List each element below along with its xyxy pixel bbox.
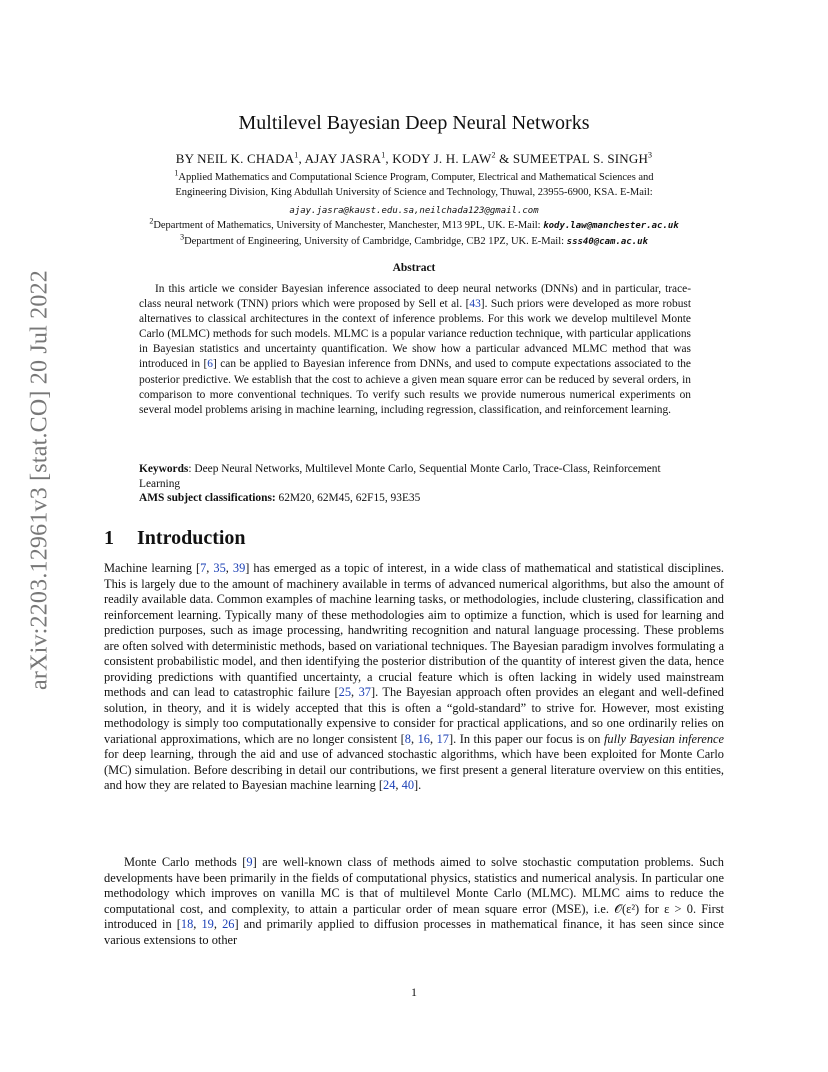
- body-paragraph: Machine learning [7, 35, 39] has emerged as a topic of interest, in a wide class of mathematical and statistical disciplines. This is largely due to the amount of machinery available in terms of advanced numerical algorithms, but also the amount of readily available data. Common examples of machine learning tasks, or methodologies, include clustering, classification and reinforcement learning. Typically many of these methodologies aim to optimize a function, which is used for learning and prediction purposes, such as image processing, handwriting recognition and natural language processing. These problems are often solved with deterministic methods, based on variational techniques. The Bayesian paradigm involves formulating a consistent probabilistic model, and then identifying the posterior distribution of the quantity of interest given the data, hence providing predictions with quantified uncertainty, a crucial feature which is often lacking in widely used mainstream methods and can lead to catastrophic failure [25, 37]. The Bayesian approach often provides an elegant and well-defined solution, in theory, and it is widely accepted that this is often a “gold-standard” to strive for. However, most existing methodology is simply too computationally expensive to consider for practical applications, and so one ordinarily relies on variational approximations, which are no longer consistent [8, 16, 17]. In this paper our focus is on fully Bayesian inference for deep learning, through the aid and use of advanced stochastic algorithms, which have been exploited for Monte Carlo (MC) simulation. Before describing in detail our contributions, we first present a general literature overview on this entities, and how they are related to Bayesian machine learning [24, 40].: [104, 561, 725, 792]
- section-title: Introduction: [137, 527, 246, 549]
- citation-link[interactable]: 40: [401, 778, 415, 792]
- body-text: . First introduced in [: [104, 901, 724, 931]
- citation-link[interactable]: 25: [338, 685, 352, 699]
- keywords: [139, 462, 691, 492]
- author-separator: ,: [298, 151, 305, 166]
- affiliation-marker: 2: [149, 216, 154, 226]
- citation-link[interactable]: 19: [201, 917, 214, 931]
- body-text: Machine learning [: [104, 561, 201, 575]
- abstract-text: In this article we consider Bayesian inference associated to deep neural networks (DNNs) and in particular, trace-class neural network (TNN) priors which were proposed by Sell et al. [: [139, 283, 691, 311]
- affiliation-1-line-1: [0, 170, 828, 185]
- affiliation-text: Department of Engineering, University of Cambridge, Cambridge, CB2 1PZ, UK. E-Mail:: [184, 236, 565, 247]
- arxiv-identifier: [20, 270, 60, 690]
- affiliation-2: [0, 218, 828, 234]
- affiliation-1-line-2: Engineering Division, King Abdullah University of Science and Technology, Thuwal, 23955-6900, KSA. E-Mail:: [175, 187, 653, 198]
- body-text: ]. The Bayesian approach often provides an elegant and well-defined solution, in theory, and it is widely accepted that this is often a “gold-standard” to strive for. However, most existing methodology is simply too computationally expensive to consider for practical applications, and so one ordinarily relies on variational approximations, which are no longer consistent [: [104, 685, 724, 746]
- affiliation-text: Department of Mathematics, University of Manchester, Manchester, M13 9PL, UK. E-Mail:: [153, 220, 541, 231]
- author-affiliation-marker: 1: [294, 150, 299, 160]
- citation-link[interactable]: 6: [207, 358, 213, 371]
- author-affiliation-marker: 1: [381, 150, 386, 160]
- abstract-heading: Abstract: [392, 262, 436, 274]
- body-paragraph: Monte Carlo methods [9] are well-known class of methods aimed to solve stochastic computation problems. Such developments have been primarily in the fields of computational physics, statistics and numerical analysis. In particular one methodology which improves on vanilla MC is that of multilevel Monte Carlo (MLMC). MLMC aims to reduce the computational cost, and complexity, to attain a particular order of mean square error (MSE), i.e. 𝒪(ε²) for ε > 0. First introduced in [18, 19, 26] and primarily applied to diffusion processes in mathematical finance, it has seen since since various extensions to other: [104, 855, 725, 947]
- section-number: 1: [104, 527, 114, 549]
- citation-link[interactable]: 7: [200, 561, 207, 575]
- citation-link[interactable]: 16: [417, 731, 430, 746]
- section-heading: [104, 527, 246, 550]
- email-address[interactable]: ajay.jasra@kaust.edu.sa,neilchada123@gmail.com: [289, 206, 539, 216]
- citation-link[interactable]: 39: [232, 561, 246, 575]
- author-affiliation-marker: 3: [648, 150, 653, 160]
- ams-classifications: [139, 491, 691, 506]
- emphasis: fully Bayesian inference: [603, 731, 725, 746]
- page-number: 1: [411, 985, 417, 999]
- citation-link[interactable]: 18: [180, 917, 194, 931]
- affiliation-text: Applied Mathematics and Computational Science Program, Computer, Electrical and Mathematical Sciences and: [178, 172, 654, 183]
- email-address[interactable]: sss40@cam.ac.uk: [566, 237, 648, 247]
- citation-link[interactable]: 17: [436, 731, 449, 746]
- affiliation-1-email: [0, 203, 828, 219]
- email-address[interactable]: kody.law@manchester.ac.uk: [543, 221, 679, 231]
- author-list: [0, 151, 828, 167]
- keywords-label: Keywords: [139, 463, 189, 475]
- author-affiliation-marker: 2: [491, 150, 496, 160]
- body-text: ] and primarily applied to diffusion processes in mathematical finance, it has seen since since various extensions to other: [104, 917, 725, 947]
- abstract-text: ] can be applied to Bayesian inference from DNNs, and used to compute expectations associated to the posterior predictive. We establish that the cost to achieve a given mean square error can be reduced by several orders, in comparison to more conventional techniques. To verify such results we provide numerous numerical experiments on several model problems arising in machine learning, including regression, classification, and reinforcement learning.: [139, 358, 691, 416]
- arxiv-identifier-text: arXiv:2203.12961v3 [stat.CO] 20 Jul 2022: [26, 270, 53, 690]
- paper-title: Multilevel Bayesian Deep Neural Networks: [238, 112, 590, 134]
- keywords-text: : Deep Neural Networks, Multilevel Monte Carlo, Sequential Monte Carlo, Trace-Class, Reinforcement Learning: [139, 463, 661, 491]
- affiliation-marker: 1: [174, 168, 179, 178]
- abstract-body: [139, 282, 691, 418]
- affiliation-3: [0, 234, 828, 250]
- author-separator: ,: [385, 151, 393, 166]
- citation-link[interactable]: 8: [404, 731, 411, 746]
- citation-link[interactable]: 9: [246, 855, 253, 869]
- body-text: ]. In this paper our focus is on: [448, 731, 604, 746]
- citation-link[interactable]: 26: [222, 917, 235, 931]
- body-text: Monte Carlo methods [: [124, 855, 247, 869]
- ams-label: AMS subject classifications:: [139, 492, 276, 504]
- body-text: ] are well-known class of methods aimed to solve stochastic computation problems. Such developments have been primarily in the fields of computational physics, statistics and numerical analysis. In particular one methodology which improves on vanilla MC is that of multilevel Monte Carlo (MLMC). MLMC aims to reduce the computational cost, and complexity, to attain a particular order of mean square error (MSE), i.e.: [104, 855, 724, 916]
- citation-link[interactable]: 24: [383, 778, 396, 792]
- author-name: SUMEETPAL S. SINGH: [512, 151, 649, 166]
- ams-text: 62M20, 62M45, 62F15, 93E35: [275, 492, 421, 504]
- citation-link[interactable]: 37: [358, 685, 371, 699]
- citation-link[interactable]: 43: [469, 298, 481, 311]
- citation-link[interactable]: 35: [213, 561, 226, 575]
- author-separator: &: [495, 151, 513, 166]
- author-name: KODY J. H. LAW: [392, 151, 492, 166]
- body-text: for deep learning, through the aid and use of advanced stochastic algorithms, which have been exploited for Monte Carlo (MC) simulation. Before describing in detail our contributions, we first present a general literature overview on this entities, and how they are related to Bayesian machine learning [: [104, 747, 724, 792]
- affiliation-marker: 3: [180, 232, 185, 242]
- author-name: BY NEIL K. CHADA: [175, 151, 295, 166]
- abstract-text: ]. Such priors were developed as more robust alternatives to classical architectures in the context of inference problems. For this work we develop multilevel Monte Carlo (MLMC) methods for such models. MLMC is a popular variance reduction technique, with particular applications in Bayesian statistics and uncertainty quantification. We show how a particular advanced MLMC method that was introduced in [: [139, 298, 691, 371]
- inline-math: 𝒪(ε²) for ε > 0: [614, 901, 693, 916]
- author-name: AJAY JASRA: [304, 151, 382, 166]
- body-text: ] has emerged as a topic of interest, in a wide class of mathematical and statistical disciplines. This is largely due to the amount of machinery available in terms of advanced numerical algorithms, but also the amount of readily available data. Common examples of machine learning tasks, or methodologies, include clustering, classification and reinforcement learning. Typically many of these methodologies aim to optimize a function, which is used for learning and prediction purposes, such as image processing, handwriting recognition and natural language processing. These problems are often solved with deterministic methods, based on variational techniques. The Bayesian paradigm involves formulating a consistent probabilistic model, and then identifying the posterior distribution of the quantity of interest given the data, hence providing predictions with quantified uncertainty, a crucial feature which is often lacking in widely used mainstream methods and can lead to catastrophic failure [: [104, 561, 724, 699]
- body-text: ].: [414, 778, 422, 792]
